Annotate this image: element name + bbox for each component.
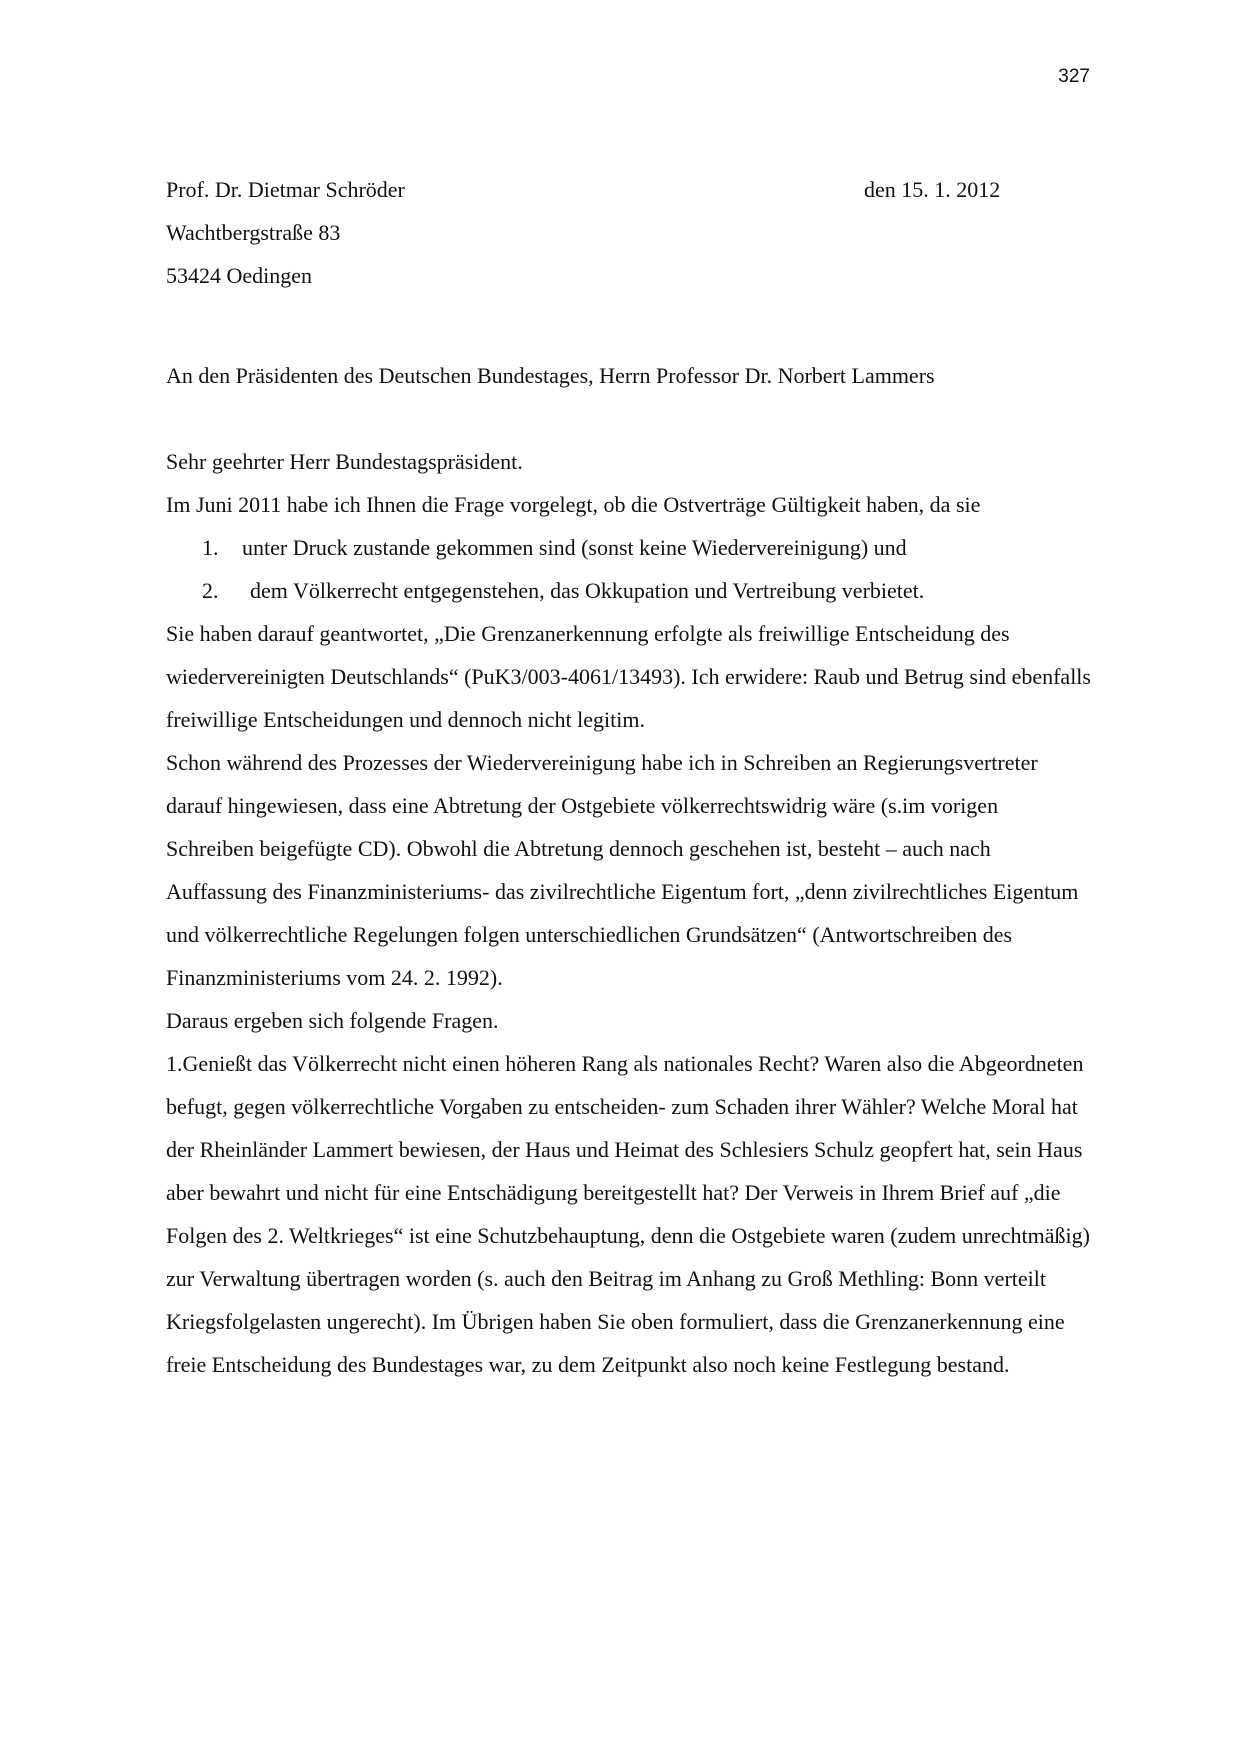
letter-body: [166, 440, 1091, 1386]
sender-city: 53424 Oedingen: [166, 263, 313, 288]
list-number: 1.: [202, 535, 219, 560]
salutation: Sehr geehrter Herr Bundestagspräsident.: [166, 449, 523, 474]
paragraph-question-1: 1.Genießt das Völkerrecht nicht einen höheren Rang als nationales Recht? Waren also die Abgeordneten befugt, gegen völkerrechtliche Vorgaben zu entscheiden- zum Schaden ihrer Wähler? Welche Moral hat der Rheinländer Lammert bewiesen, der Haus und Heimat des Schlesiers Schulz geopfert hat, sein Haus aber bewahrt und nicht für eine Entschädigung bereitgestellt hat? Der Verweis in Ihrem Brief auf „die Folgen des 2. Weltkrieges“ ist eine Schutzbehauptung, denn die Ostgebiete waren (zudem unrechtmäßig) zur Verwaltung übertragen worden (s. auch den Beitrag im Anhang zu Groß Methling: Bonn verteilt Kriegsfolgelasten ungerecht). Im Übrigen haben Sie oben formuliert, dass die Grenzanerkennung eine freie Entscheidung des Bundestages war, zu dem Zeitpunkt also noch keine Festlegung bestand.: [166, 1051, 1090, 1377]
list-number: 2.: [202, 578, 219, 603]
sender-street: Wachtbergstraße 83: [166, 220, 341, 245]
paragraph-answer: Sie haben darauf geantwortet, „Die Grenzanerkennung erfolgte als freiwillige Entscheidung des wiedervereinigten Deutschlands“ (PuK3/003-4061/13493). Ich erwidere: Raub und Betrug sind ebenfalls freiwillige Entscheidungen und dennoch nicht legitim.: [166, 621, 1091, 732]
paragraph-questions-intro: Daraus ergeben sich folgende Fragen.: [166, 1008, 499, 1033]
list-text: dem Völkerrecht entgegenstehen, das Okkupation und Vertreibung verbietet.: [250, 578, 925, 603]
sender-address: [166, 168, 405, 297]
list-text: unter Druck zustande gekommen sind (sonst keine Wiedervereinigung) und: [242, 535, 907, 560]
list-item: [166, 526, 1091, 569]
page-number: 327: [1058, 66, 1090, 87]
paragraph-question: Im Juni 2011 habe ich Ihnen die Frage vorgelegt, ob die Ostverträge Gültigkeit haben, da sie: [166, 492, 981, 517]
sender-name: Prof. Dr. Dietmar Schröder: [166, 177, 405, 202]
letter-date: den 15. 1. 2012: [864, 177, 1001, 202]
paragraph-history: Schon während des Prozesses der Wiedervereinigung habe ich in Schreiben an Regierungsvertreter darauf hingewiesen, dass eine Abtretung der Ostgebiete völkerrechtswidrig wäre (s.im vorigen Schreiben beigefügte CD). Obwohl die Abtretung dennoch geschehen ist, besteht – auch nach Auffassung des Finanzministeriums- das zivilrechtliche Eigentum fort, „denn zivilrechtliches Eigentum und völkerrechtliche Regelungen folgen unterschiedlichen Grundsätzen“ (Antwortschreiben des Finanzministeriums vom 24. 2. 1992).: [166, 750, 1079, 990]
recipient-line: An den Präsidenten des Deutschen Bundestages, Herrn Professor Dr. Norbert Lammers: [166, 363, 935, 388]
list-item: [166, 569, 1091, 612]
